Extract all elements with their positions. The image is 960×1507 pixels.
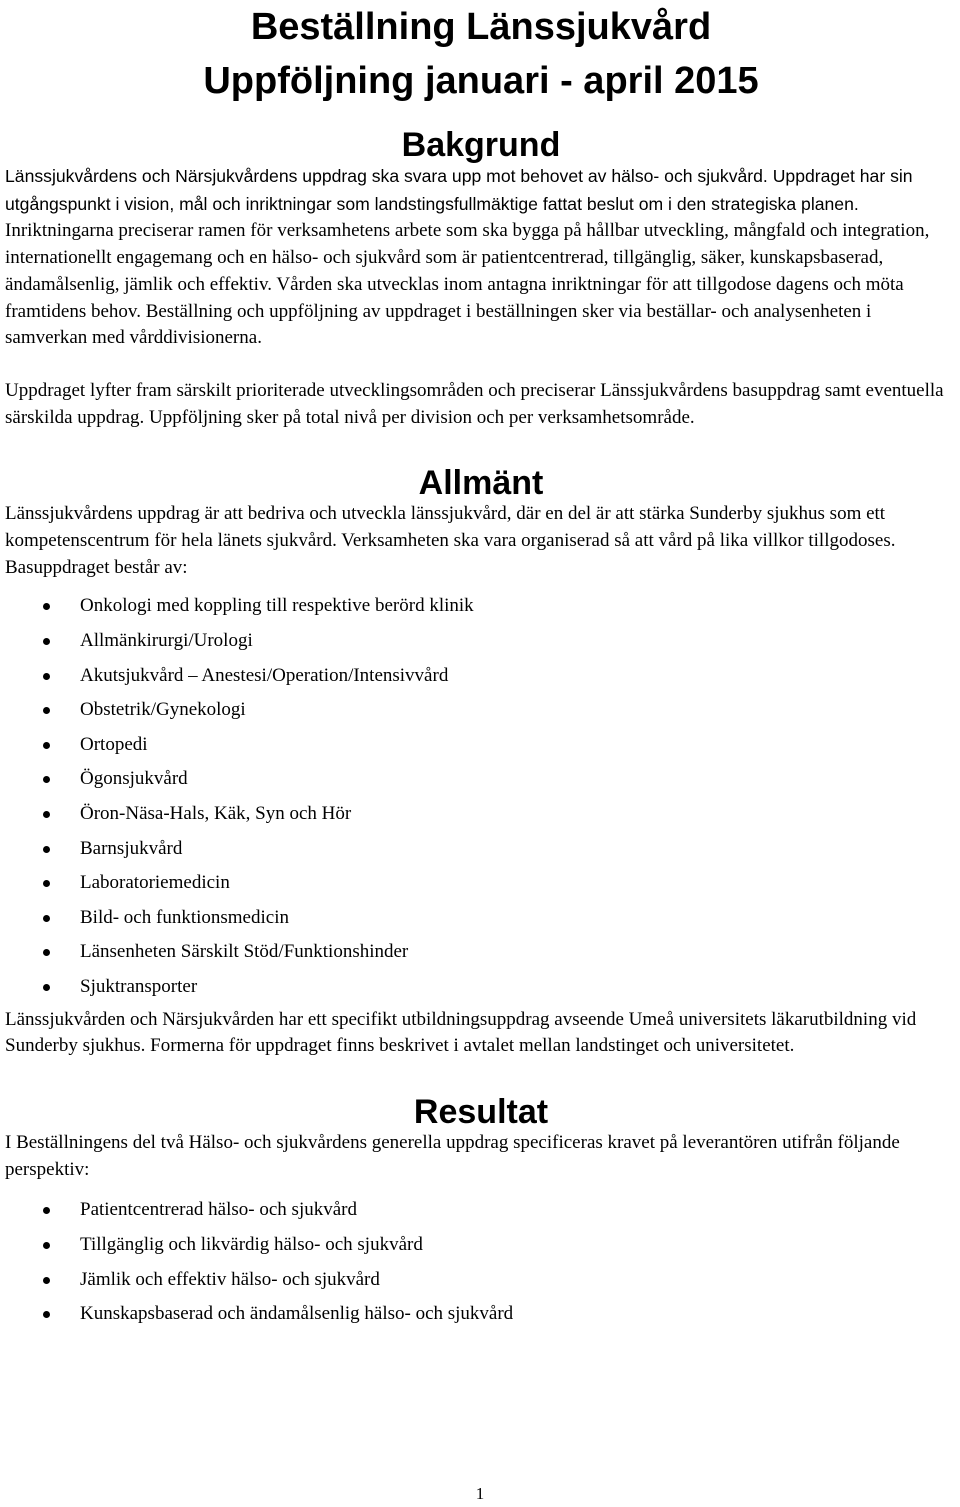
bullet-icon <box>43 707 50 714</box>
resultat-paragraph-1: I Beställningens del två Hälso- och sjukvårdens generella uppdrag specificeras kravet på leverantören utifrån följande perspektiv: <box>5 1131 900 1180</box>
list-item <box>5 1297 957 1332</box>
list-item <box>5 762 957 797</box>
list-item <box>5 1263 957 1298</box>
allmant-list-intro: Basuppdraget består av: <box>5 556 188 578</box>
allmant-paragraph-1: Länssjukvårdens uppdrag är att bedriva och utveckla länssjukvård, där en del är att stärka Sunderby sjukhus som ett kompetenscentrum för hela länets sjukvård. Verksamheten ska vara organiserad så att vård på lika villkor tillgodoses. <box>5 503 896 552</box>
list-item <box>5 589 957 624</box>
bullet-icon <box>43 880 50 887</box>
bullet-icon <box>43 1242 50 1249</box>
bullet-icon <box>43 742 50 749</box>
list-item-text: Laboratoriemedicin <box>80 872 230 894</box>
list-item <box>5 728 957 763</box>
list-item-text: Kunskapsbaserad och ändamålsenlig hälso- och sjukvård <box>80 1303 514 1325</box>
bullet-icon <box>43 984 50 991</box>
bullet-icon <box>43 603 50 610</box>
bullet-icon <box>43 673 50 680</box>
heading-bakgrund: Bakgrund <box>401 126 561 164</box>
bullet-icon <box>43 949 50 956</box>
document-title <box>5 0 957 108</box>
perspektiv-list <box>5 1193 957 1331</box>
list-item <box>5 901 957 936</box>
list-item-text: Patientcentrerad hälso- och sjukvård <box>80 1199 357 1221</box>
bakgrund-paragraph-1 <box>5 163 957 352</box>
list-item <box>5 832 957 867</box>
list-item <box>5 659 957 694</box>
list-item <box>5 797 957 832</box>
bullet-icon <box>43 811 50 818</box>
list-item <box>5 935 957 970</box>
document-title-line-2: Uppföljning januari - april 2015 <box>203 60 759 102</box>
list-item-text: Onkologi med koppling till respektive berörd klinik <box>80 595 474 617</box>
list-item-text: Jämlik och effektiv hälso- och sjukvård <box>80 1268 380 1290</box>
list-item <box>5 1228 957 1263</box>
bullet-icon <box>43 638 50 645</box>
list-item-text: Allmänkirurgi/Urologi <box>80 630 253 652</box>
document-title-line-1: Beställning Länssjukvård <box>250 6 712 48</box>
list-item <box>5 693 957 728</box>
list-item-text: Ortopedi <box>80 733 148 755</box>
allmant-paragraph-2: Länssjukvården och Närsjukvården har ett specifikt utbildningsuppdrag avseende Umeå universitets läkarutbildning vid Sunderby sjukhus. Formerna för uppdraget finns beskrivet i avtalet mellan landstinget och universitetet. <box>5 1008 917 1057</box>
bullet-icon <box>43 1277 50 1284</box>
list-item <box>5 1193 957 1228</box>
list-item-text: Sjuktransporter <box>80 975 198 997</box>
list-item-text: Ögonsjukvård <box>80 768 188 790</box>
basuppdrag-list <box>5 589 957 1004</box>
list-item <box>5 970 957 1005</box>
list-item-text: Barnsjukvård <box>80 837 183 859</box>
list-item-text: Öron-Näsa-Hals, Käk, Syn och Hör <box>80 803 352 824</box>
bullet-icon <box>43 915 50 922</box>
bakgrund-paragraph-1-rest: Inriktningarna preciserar ramen för verksamhetens arbete som ska bygga på hållbar utveckling, mångfald och integration, internationellt engagemang och en hälso- och sjukvård som är patientcentrerad, tillgänglig, säker, kunskapsbaserad, ändamålsenlig, jämlik och effektiv. Vården ska utvecklas inom antagna inriktningar för att tillgodose dagens och möta framtidens behov. Beställning och uppföljning av uppdraget i beställningen sker via beställar- och analysenheten i samverkan med vårddivisionerna. <box>5 220 930 349</box>
bullet-icon <box>43 776 50 783</box>
list-item-text: Akutsjukvård – Anestesi/Operation/Intensivvård <box>80 664 449 686</box>
bakgrund-paragraph-2: Uppdraget lyfter fram särskilt prioriterade utvecklingsområden och preciserar Länssjukvårdens basuppdrag samt eventuella särskilda uppdrag. Uppföljning sker på total nivå per division och per verksamhetsområde. <box>5 379 944 428</box>
document-page <box>5 0 957 1332</box>
list-item-text: Länsenheten Särskilt Stöd/Funktionshinder <box>80 941 409 963</box>
list-item-text: Bild- och funktionsmedicin <box>80 906 289 928</box>
bullet-icon <box>43 1311 50 1318</box>
list-item-text: Obstetrik/Gynekologi <box>80 699 246 721</box>
list-item <box>5 866 957 901</box>
list-item-text: Tillgänglig och likvärdig hälso- och sjukvård <box>80 1233 423 1255</box>
bullet-icon <box>43 846 50 853</box>
bakgrund-paragraph-1-lead: Länssjukvårdens och Närsjukvårdens uppdrag ska svara upp mot behovet av hälso- och sjukvård. Uppdraget har sin utgångspunkt i vision, mål och inriktningar som landstingsfullmäktige fattat beslut om i den strategiska planen. <box>5 166 913 214</box>
heading-allmant: Allmänt <box>418 464 544 503</box>
list-item <box>5 624 957 659</box>
page-number: 1 <box>475 1484 485 1503</box>
heading-resultat: Resultat <box>413 1092 549 1131</box>
bullet-icon <box>43 1207 50 1214</box>
